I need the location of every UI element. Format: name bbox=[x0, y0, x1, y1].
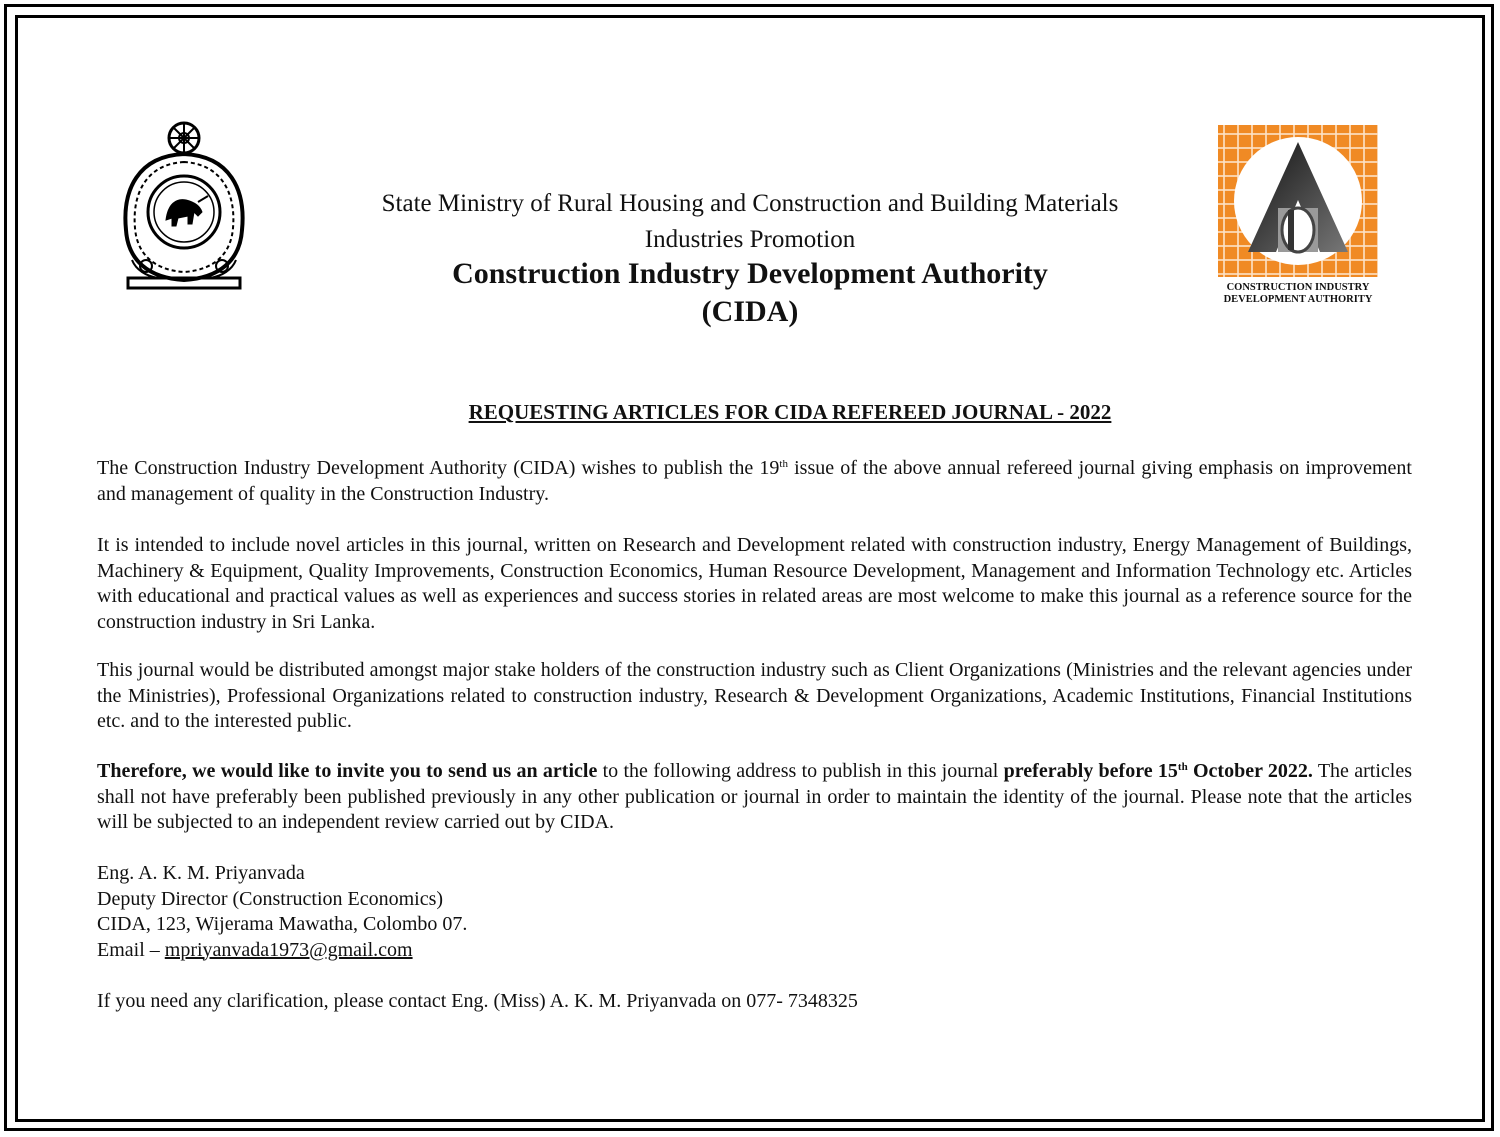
contact-name: Eng. A. K. M. Priyanvada bbox=[97, 862, 305, 884]
p4-superscript: th bbox=[1177, 761, 1188, 773]
authority-acronym: (CIDA) bbox=[701, 295, 799, 328]
p4-bold-invite: Therefore, we would like to invite you to send us an article bbox=[97, 760, 598, 782]
cida-logo-line2: DEVELOPMENT AUTHORITY bbox=[1223, 294, 1373, 305]
email-line bbox=[97, 938, 467, 964]
contact-line: If you need any clarification, please contact Eng. (Miss) A. K. M. Priyanvada on 077- 7348325 bbox=[97, 990, 858, 1012]
authority-header bbox=[300, 255, 1200, 331]
ministry-name-line2: Industries Promotion bbox=[644, 226, 856, 253]
paragraph-scope: It is intended to include novel articles in this journal, written on Research and Development related with construction industry, Energy Management of Buildings, Machinery & Equipment, Quality Improvements, Construction Economics, Human Resource Development, Management and Information Technology etc. Articles with educational and practical values as well as experiences and success stories in related areas are most welcome to make this journal as a reference source for the construction industry in Sri Lanka. bbox=[97, 534, 1412, 633]
p4-bold-deadline-month: October 2022. bbox=[1187, 760, 1313, 782]
contact-address: CIDA, 123, Wijerama Mawatha, Colombo 07. bbox=[97, 913, 468, 935]
p4-text-mid: to the following address to publish in this journal bbox=[597, 760, 1004, 782]
paragraph-intro bbox=[97, 456, 1412, 507]
notice-title: REQUESTING ARTICLES FOR CIDA REFEREED JOURNAL - 2022 bbox=[468, 400, 1112, 424]
email-label: Email – bbox=[97, 938, 165, 961]
ministry-name-line1: State Ministry of Rural Housing and Construction and Building Materials bbox=[381, 190, 1119, 217]
paragraph-distribution: This journal would be distributed amongst major stake holders of the construction industry such as Client Organizations (Ministries and the relevant agencies under the Ministries), Professional Organizations related to construction industry, Research & Development Organizations, Academic Institutions, Financial Institutions etc. and to the interested public. bbox=[97, 659, 1412, 732]
sri-lanka-emblem-icon bbox=[118, 120, 250, 295]
p1-text-b: issue of the above annual refereed journal giving emphasis on improvement and management of quality in the Construction Industry. bbox=[97, 457, 1412, 505]
cida-logo-icon bbox=[1210, 120, 1385, 310]
authority-name: Construction Industry Development Authority bbox=[452, 257, 1048, 290]
ministry-header bbox=[300, 186, 1200, 258]
p4-bold-deadline: preferably before 15 bbox=[1003, 760, 1178, 782]
address-block bbox=[97, 861, 467, 963]
p1-text-a: The Construction Industry Development Authority (CIDA) wishes to publish the 19 bbox=[97, 457, 780, 479]
paragraph-invitation bbox=[97, 759, 1412, 836]
cida-logo-line1: CONSTRUCTION INDUSTRY bbox=[1226, 282, 1370, 293]
contact-position: Deputy Director (Construction Economics) bbox=[97, 887, 444, 910]
p4-text-end: The articles shall not have preferably been published previously in any other publication or journal in order to maintain the identity of the journal. Please note that the articles will be subjected to an independent review carried out by CIDA. bbox=[97, 760, 1412, 833]
email-link[interactable]: mpriyanvada1973@gmail.com bbox=[164, 938, 413, 961]
p1-superscript: th bbox=[779, 458, 788, 470]
